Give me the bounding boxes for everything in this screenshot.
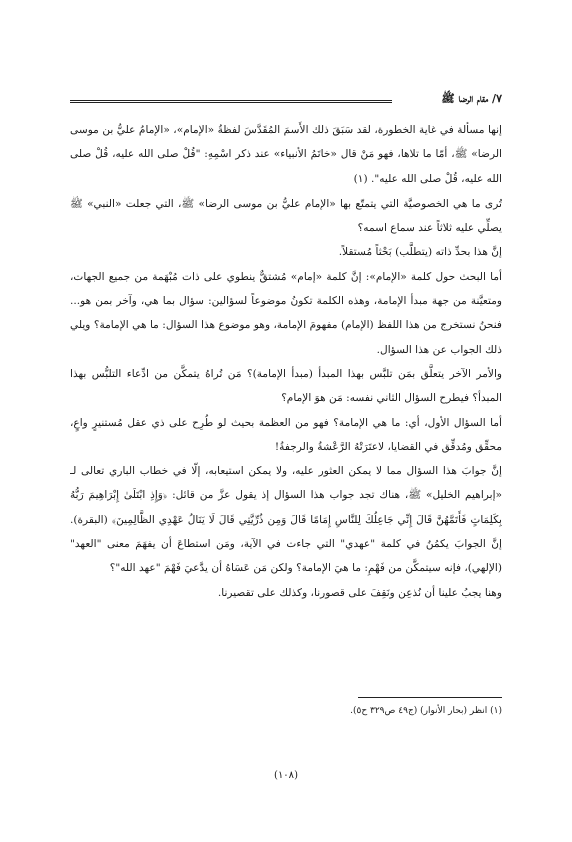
main-text — [70, 118, 502, 688]
running-header — [70, 92, 502, 112]
paragraph: وهنا يجبُ علينا أن نُذعِن ونَقِفَ على قصورنا، وكذلك على تقصيرنا. — [217, 586, 502, 599]
footnote: (١) انظر (بحار الأنوار) (ج٤٩ ص٣٢٩ ح٥). — [350, 706, 502, 716]
paragraph: أما السؤال الأول، أي: ما هي الإمامة؟ فهو من العظمة بحيث لو طُرِح على ذي عقل مُستنيرٍ واعٍ، محقِّق ومُدقِّق في القضايا، لاعتَرَتْهُ الرَّعْشةُ والرجفةُ! — [70, 416, 502, 453]
header-rule — [70, 100, 392, 103]
paragraph: والأمر الآخر يتعلَّق بمَن تلبَّس بهذا المبدأ (مبدأ الإمامة)؟ مَن تُراهُ يتمكَّن من ادِّعاء التلبُّس بهذا المبدأ؟ فيطرح السؤال الثاني نفسه: مَن هوَ الإمام؟ — [70, 367, 502, 405]
paragraph: إنَّ جوابَ هذا السؤال مما لا يمكن العثور عليه، ولا يمكن استيعابه، إلّا في خطاب الباري تعالى لـ «إبراهيم الخليل» ﷺ، هناك تجد جواب هذا السؤال إذ يقول عزَّ من قائل: ﴿وَإِذِ ابْتَلَىٰ إِبْرَاهِيمَ رَبُّهُ بِكَلِمَاتٍ فَأَتَمَّهُنَّ قَالَ إِنِّي جَاعِلُكَ لِلنَّاسِ إِمَامًا قَالَ وَمِن ذُرِّيَّتِي قَالَ لَا يَنَالُ عَهْدِي الظَّالِمِينَ﴾ (البقرة). إنَّ الجوابَ يكمُنُ في كلمة "عهدي" التي جاءت في الآية، ومَن استطاعَ أن يفهَمَ معنى "العهد" (الإلهي)، فإنه سيتمكَّن من فَهْمِ: ما هيَ الإمامة؟ ولكن مَن عَسَاهُ أن يدَّعيَ فَهْمَ "عهد الله"؟ — [70, 465, 502, 575]
paragraph: أما البحث حول كلمة «الإمام»: إنَّ كلمة «إمام» مُشتقٌّ ينطوي على ذات مُبْهَمة من جميع الجهات، ومتعيَّنة من جهة مبدأ الإمامة، وهذه الكلمة تكونُ موضوعاً لسؤالين: سؤال بما هي، وآخر بمن هو... فنحنُ نستخرج من هذا اللفظ (الإمام) مفهومَ الإمامة، وهو موضوع هذا السؤال: ما هي الإمامة؟ ويلي ذلك الجواب عن هذا السؤال. — [70, 270, 502, 356]
page-number: (١٠٨) — [274, 770, 298, 781]
paragraph: إنَّ هذا بحدِّ ذاته (يتطلَّب) بَحْثاً مُستقلاً. — [338, 246, 502, 259]
chapter-title: ٧/ مقام الرضا ﷺ — [441, 92, 502, 105]
paragraph: إنها مسألة في غاية الخطورة، لقد سَبَقَ ذلك الأَسمَ المُقَدَّسَ لفظةُ «الإمام»، «الإمامُ عليُّ بن موسى الرضا» ﷺ، أمّا ما تلاها، فهو مَنْ قال «خاتَمُ الأنبياء» عند ذكر اسْمِهِ: "قُلْ صلى الله عليه، قُلْ صلى الله عليه، قُلْ صلى الله عليه". (١) — [70, 124, 502, 185]
paragraph: تُرى ما هي الخصوصيَّة التي يتمتّع بها «الإمام عليُّ بن موسى الرضا» ﷺ، التي جعلت «النبي» ﷺ يصلِّي عليه ثلاثاً عند سماع اسمه؟ — [70, 197, 502, 235]
footnote-rule — [358, 697, 502, 698]
